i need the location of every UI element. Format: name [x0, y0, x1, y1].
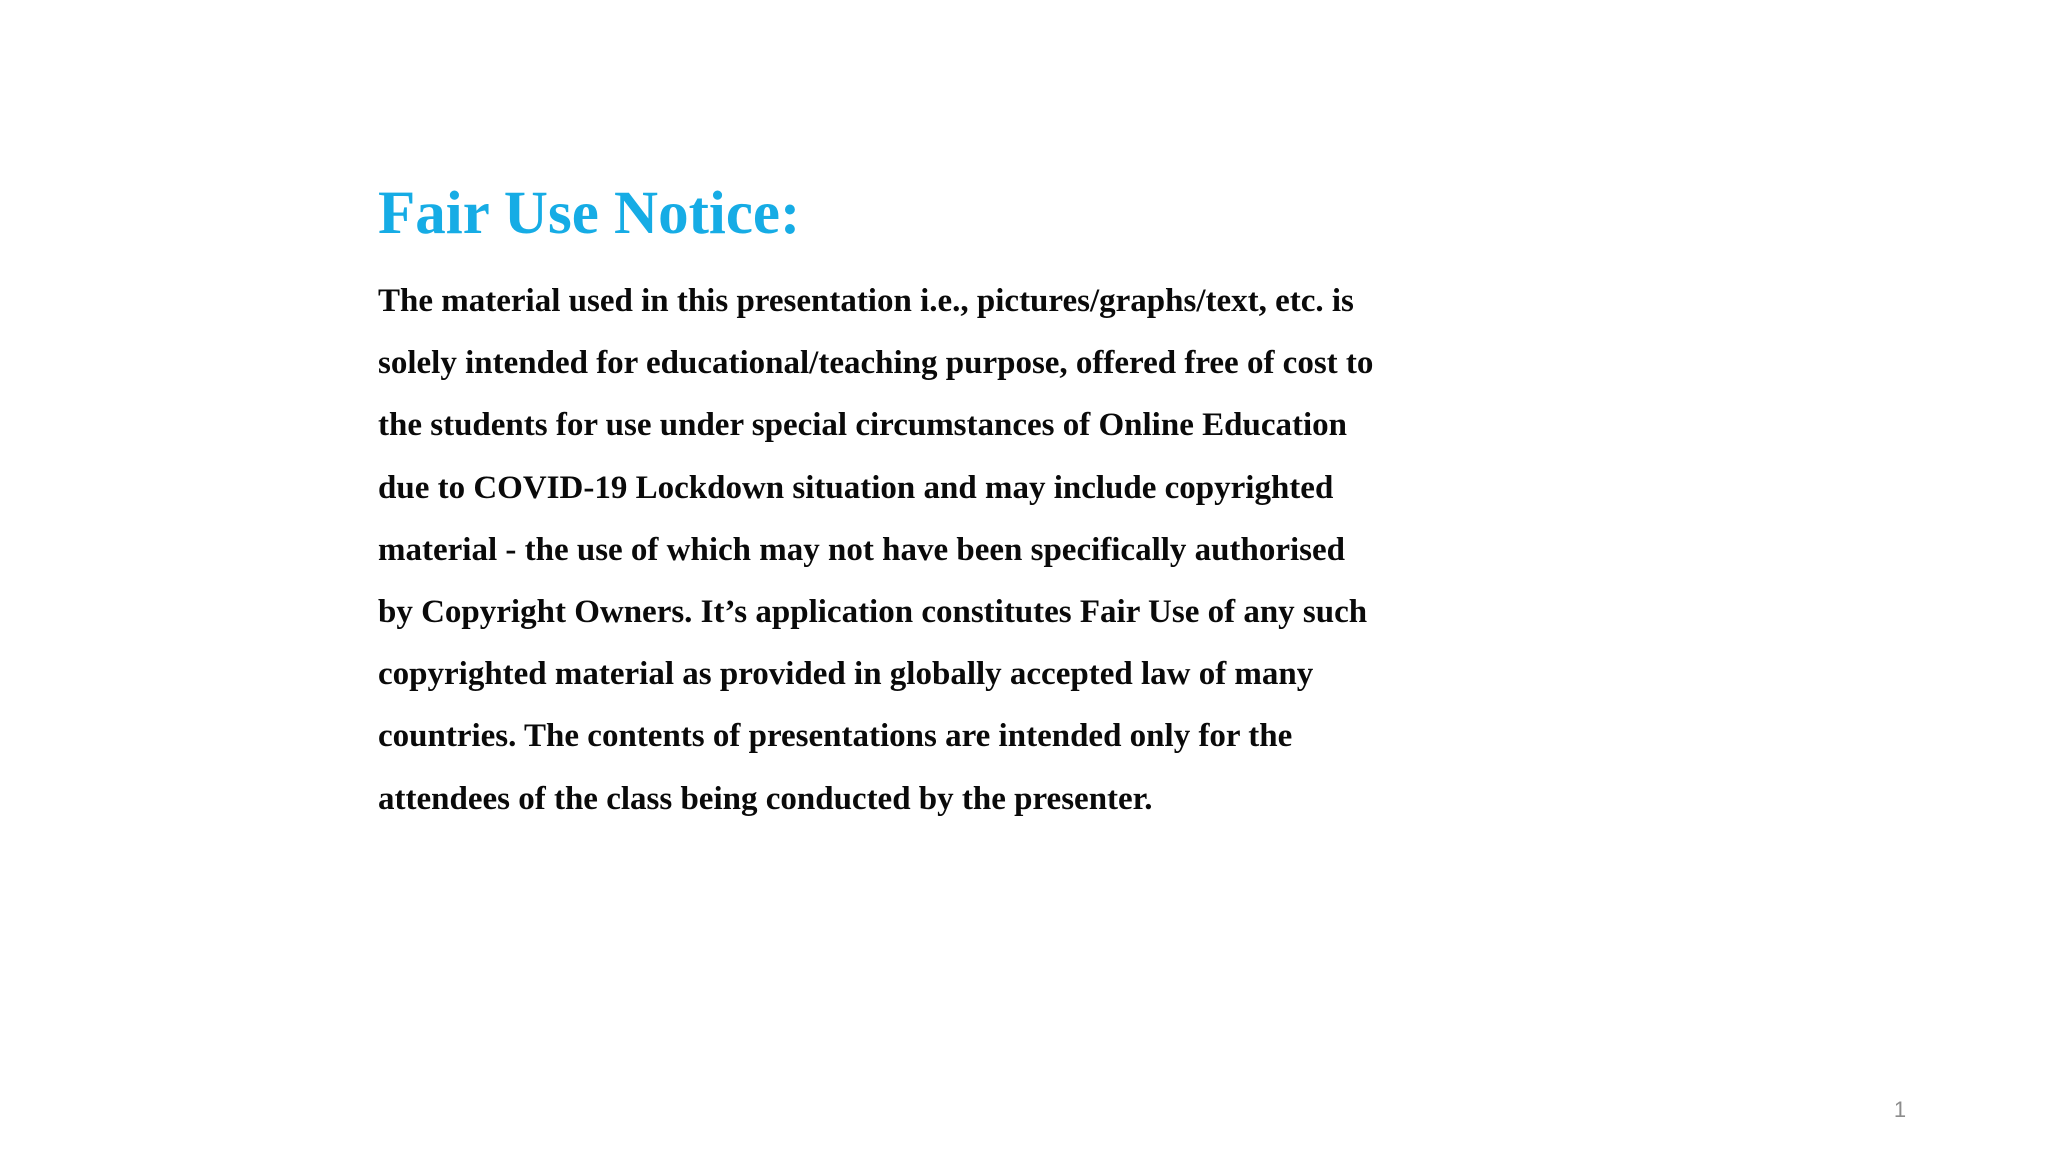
notice-line: the students for use under special circumstances of Online Education: [378, 407, 1347, 444]
notice-line: copyrighted material as provided in globally accepted law of many: [378, 656, 1314, 693]
notice-body: [378, 270, 1478, 830]
notice-line: material - the use of which may not have been specifically authorised: [378, 531, 1346, 568]
slide-title: Fair Use Notice:: [378, 180, 801, 247]
notice-line: countries. The contents of presentations are intended only for the: [378, 718, 1293, 755]
notice-line: solely intended for educational/teaching purpose, offered free of cost to: [378, 345, 1374, 382]
notice-line: due to COVID-19 Lockdown situation and may include copyrighted: [378, 469, 1334, 506]
notice-line: by Copyright Owners. It’s application constitutes Fair Use of any such: [378, 594, 1368, 631]
notice-line: The material used in this presentation i.e., pictures/graphs/text, etc. is: [378, 283, 1354, 319]
notice-line: attendees of the class being conducted by the presenter.: [378, 780, 1153, 817]
page-number: 1: [1893, 1097, 1907, 1122]
